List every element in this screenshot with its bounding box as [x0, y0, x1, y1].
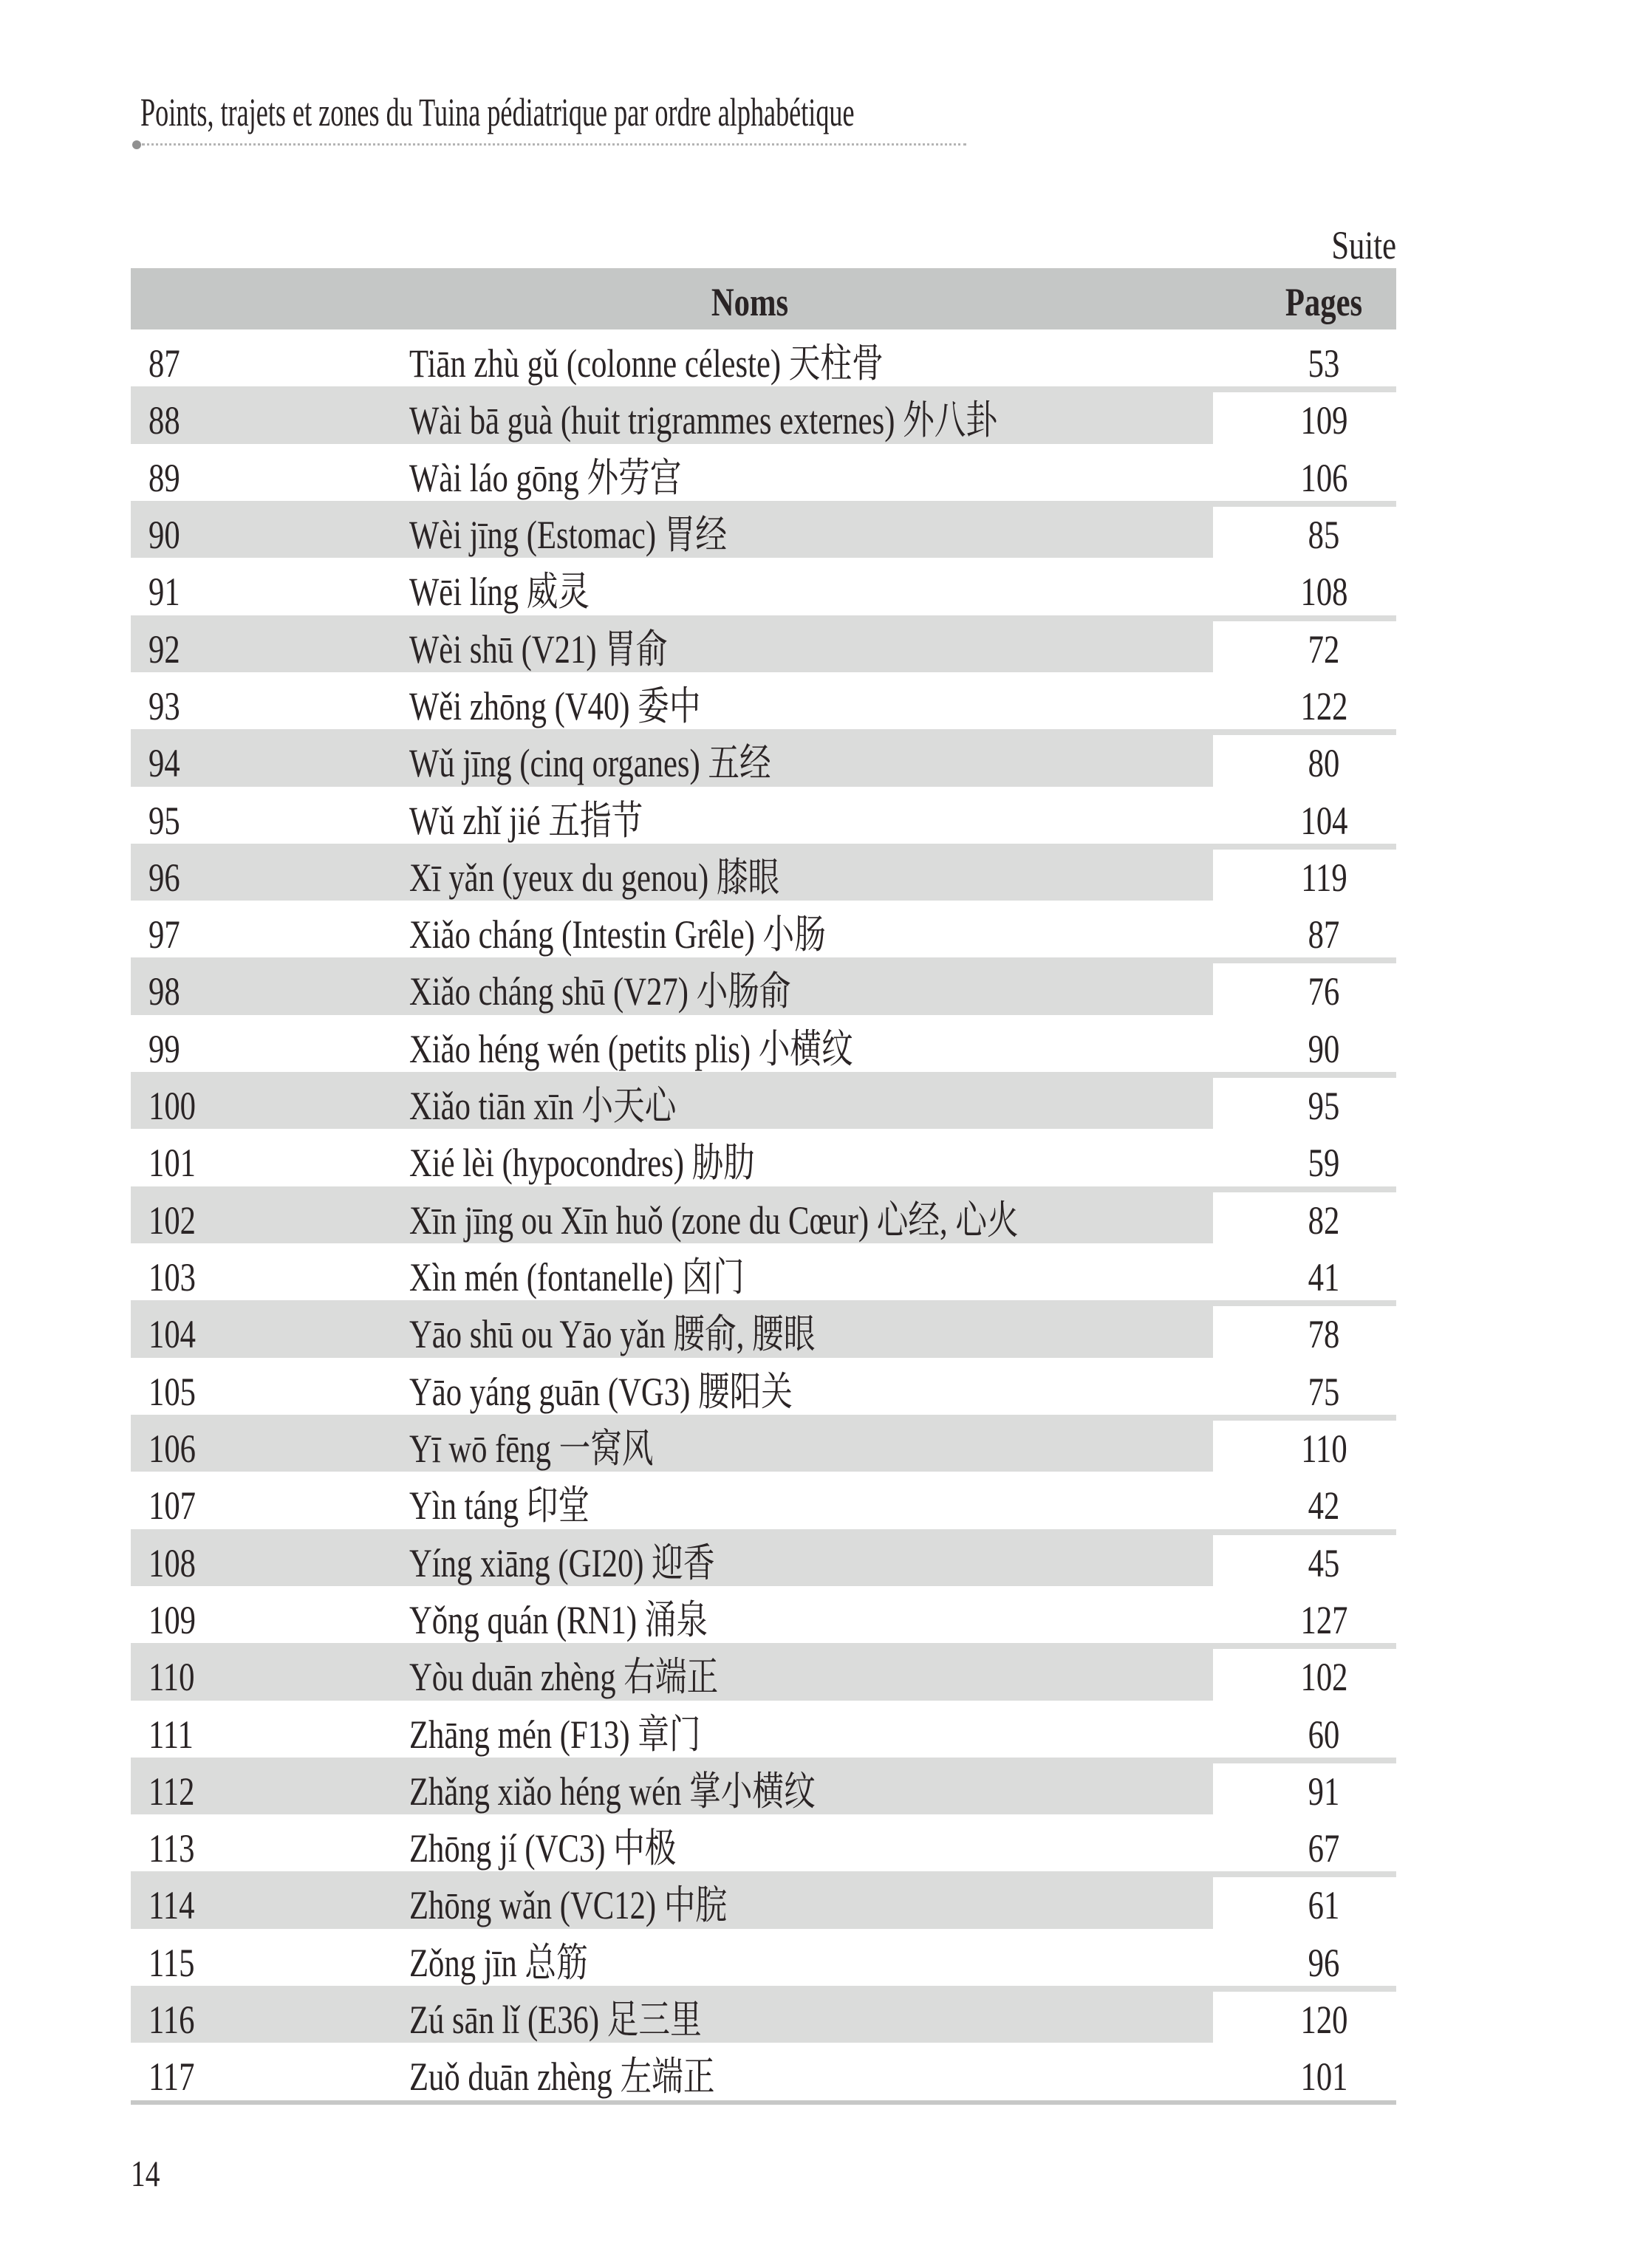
- table-row: [131, 1015, 1396, 1072]
- row-point-name: Wěi zhōng (V40) 委中: [409, 683, 701, 728]
- row-number: 93: [148, 683, 180, 728]
- row-number: 115: [148, 1940, 195, 1985]
- table-row: [131, 1643, 1396, 1700]
- table-row: [131, 1529, 1396, 1586]
- table-bottom-rule: [131, 2100, 1396, 2105]
- row-point-name: Xīn jīng ou Xīn huǒ (zone du Cœur) 心经, 心火: [409, 1198, 1019, 1243]
- row-number: 100: [148, 1084, 196, 1129]
- row-page-number: 104: [1213, 793, 1435, 850]
- table-row: [131, 444, 1396, 501]
- table-row: [131, 1243, 1396, 1300]
- table-row: [131, 901, 1396, 957]
- row-point-name: Yòu duān zhèng 右端正: [409, 1655, 719, 1700]
- table-row: [131, 1358, 1396, 1415]
- row-page-number: 120: [1213, 1992, 1435, 2049]
- row-page-number: 87: [1213, 906, 1435, 963]
- row-page-number: 72: [1213, 621, 1435, 678]
- table-row: [131, 1186, 1396, 1243]
- row-point-name: Wēi líng 威灵: [409, 570, 590, 615]
- row-point-name: Yī wō fēng 一窝风: [409, 1426, 654, 1471]
- row-page-number: 75: [1213, 1364, 1435, 1421]
- row-page-number: 61: [1213, 1877, 1435, 1934]
- row-number: 106: [148, 1426, 196, 1471]
- row-page-number: 102: [1213, 1649, 1435, 1706]
- row-number: 113: [148, 1826, 195, 1871]
- table-row: [131, 386, 1396, 443]
- row-point-name: Xiǎo héng wén (petits plis) 小横纹: [409, 1026, 853, 1071]
- page-title: [140, 89, 1206, 136]
- row-page-number: 119: [1213, 850, 1435, 906]
- row-number: 112: [148, 1769, 195, 1814]
- row-page-number: 80: [1213, 735, 1435, 792]
- row-number: 95: [148, 798, 180, 843]
- row-number: 101: [148, 1141, 196, 1186]
- row-point-name: Yǒng quán (RN1) 涌泉: [409, 1597, 708, 1642]
- table-row: [131, 329, 1396, 386]
- row-point-name: Zǒng jīn 总筋: [409, 1940, 588, 1985]
- table-row: [131, 1129, 1396, 1186]
- row-number: 91: [148, 570, 180, 615]
- table-row: [131, 957, 1396, 1014]
- row-page-number: 108: [1213, 564, 1435, 621]
- table-row: [131, 1472, 1396, 1528]
- row-point-name: Yāo yáng guān (VG3) 腰阳关: [409, 1369, 793, 1414]
- row-page-number: 60: [1213, 1707, 1435, 1763]
- row-point-name: Wài láo gōng 外劳宫: [409, 455, 682, 500]
- row-page-number: 95: [1213, 1078, 1435, 1135]
- column-header-pages: Pages: [1285, 280, 1363, 324]
- table-row: [131, 558, 1396, 615]
- table-row: [131, 501, 1396, 558]
- row-page-number: 96: [1213, 1935, 1435, 1992]
- row-point-name: Zhāng mén (F13) 章门: [409, 1712, 701, 1757]
- row-point-name: Tiān zhù gǔ (colonne céleste) 天柱骨: [409, 341, 884, 386]
- continuation-label: Suite: [1331, 223, 1396, 267]
- row-number: 90: [148, 512, 180, 557]
- row-number: 89: [148, 455, 180, 500]
- column-header-noms: Noms: [711, 280, 789, 324]
- table-row: [131, 787, 1396, 844]
- table-row: [131, 615, 1396, 672]
- table-header-row: [131, 268, 1396, 329]
- footer-page-number: 14: [131, 2153, 160, 2194]
- row-point-name: Yìn táng 印堂: [409, 1483, 590, 1528]
- row-page-number: 122: [1213, 678, 1435, 735]
- row-number: 88: [148, 398, 180, 443]
- page-title-text: Points, trajets et zones du Tuina pédiatrique par ordre alphabétique: [140, 90, 855, 134]
- table-row: [131, 1586, 1396, 1643]
- row-page-number: 101: [1213, 2049, 1435, 2105]
- row-number: 105: [148, 1369, 196, 1414]
- row-number: 111: [148, 1712, 194, 1757]
- table-row: [131, 729, 1396, 786]
- table-row: [131, 844, 1396, 901]
- row-point-name: Yíng xiāng (GI20) 迎香: [409, 1540, 715, 1585]
- row-page-number: 41: [1213, 1249, 1435, 1306]
- row-number: 114: [148, 1883, 195, 1928]
- row-page-number: 76: [1213, 963, 1435, 1020]
- table-row: [131, 672, 1396, 729]
- row-number: 103: [148, 1255, 196, 1299]
- row-point-name: Wǔ jīng (cinq organes) 五经: [409, 741, 771, 786]
- row-number: 116: [148, 1998, 195, 2043]
- row-point-name: Wài bā guà (huit trigrammes externes) 外八卦: [409, 398, 998, 443]
- table-row: [131, 1300, 1396, 1357]
- row-point-name: Xìn mén (fontanelle) 囟门: [409, 1255, 745, 1299]
- row-number: 109: [148, 1597, 196, 1642]
- row-page-number: 127: [1213, 1592, 1435, 1649]
- table-row: [131, 1415, 1396, 1472]
- row-page-number: 78: [1213, 1306, 1435, 1363]
- table-body: [131, 329, 1396, 2100]
- row-number: 97: [148, 912, 180, 957]
- row-point-name: Zhǎng xiǎo héng wén 掌小横纹: [409, 1769, 816, 1814]
- row-number: 96: [148, 855, 180, 900]
- row-point-name: Zhōng jí (VC3) 中极: [409, 1826, 677, 1871]
- row-page-number: 110: [1213, 1421, 1435, 1478]
- row-number: 92: [148, 626, 180, 672]
- index-table: [131, 268, 1396, 2100]
- row-number: 110: [148, 1655, 195, 1700]
- row-page-number: 106: [1213, 450, 1435, 507]
- table-row: [131, 2043, 1396, 2100]
- row-point-name: Xiǎo cháng shū (V27) 小肠俞: [409, 969, 791, 1014]
- row-number: 102: [148, 1198, 196, 1243]
- row-page-number: 53: [1213, 335, 1435, 392]
- row-point-name: Wèi shū (V21) 胃俞: [409, 626, 668, 672]
- row-page-number: 45: [1213, 1535, 1435, 1592]
- row-number: 87: [148, 341, 180, 386]
- table-row: [131, 1758, 1396, 1814]
- row-point-name: Zhōng wǎn (VC12) 中脘: [409, 1883, 728, 1928]
- table-row: [131, 1929, 1396, 1986]
- row-number: 94: [148, 741, 180, 786]
- row-point-name: Yāo shū ou Yāo yǎn 腰俞, 腰眼: [409, 1312, 816, 1357]
- row-point-name: Xiǎo tiān xīn 小天心: [409, 1084, 677, 1129]
- row-page-number: 82: [1213, 1192, 1435, 1249]
- row-number: 117: [148, 2054, 195, 2100]
- row-point-name: Xiǎo cháng (Intestin Grêle) 小肠: [409, 912, 826, 957]
- row-number: 107: [148, 1483, 196, 1528]
- row-point-name: Wǔ zhǐ jié 五指节: [409, 798, 643, 843]
- row-point-name: Xī yǎn (yeux du genou) 膝眼: [409, 855, 780, 900]
- row-page-number: 91: [1213, 1763, 1435, 1820]
- title-bullet-icon: [132, 140, 141, 149]
- table-row: [131, 1814, 1396, 1871]
- row-page-number: 109: [1213, 392, 1435, 449]
- table-row: [131, 1986, 1396, 2043]
- row-point-name: Zuǒ duān zhèng 左端正: [409, 2054, 715, 2100]
- table-row: [131, 1072, 1396, 1129]
- title-dotted-rule: [142, 143, 966, 146]
- table-row: [131, 1871, 1396, 1928]
- row-number: 99: [148, 1026, 180, 1071]
- row-page-number: 42: [1213, 1478, 1435, 1534]
- table-row: [131, 1701, 1396, 1758]
- row-number: 104: [148, 1312, 196, 1357]
- row-page-number: 90: [1213, 1021, 1435, 1078]
- row-point-name: Xié lèi (hypocondres) 胁肋: [409, 1141, 755, 1186]
- row-number: 98: [148, 969, 180, 1014]
- row-page-number: 67: [1213, 1820, 1435, 1877]
- row-number: 108: [148, 1540, 196, 1585]
- row-page-number: 85: [1213, 507, 1435, 564]
- row-point-name: Wèi jīng (Estomac) 胃经: [409, 512, 728, 557]
- row-point-name: Zú sān lǐ (E36) 足三里: [409, 1998, 702, 2043]
- row-page-number: 59: [1213, 1135, 1435, 1192]
